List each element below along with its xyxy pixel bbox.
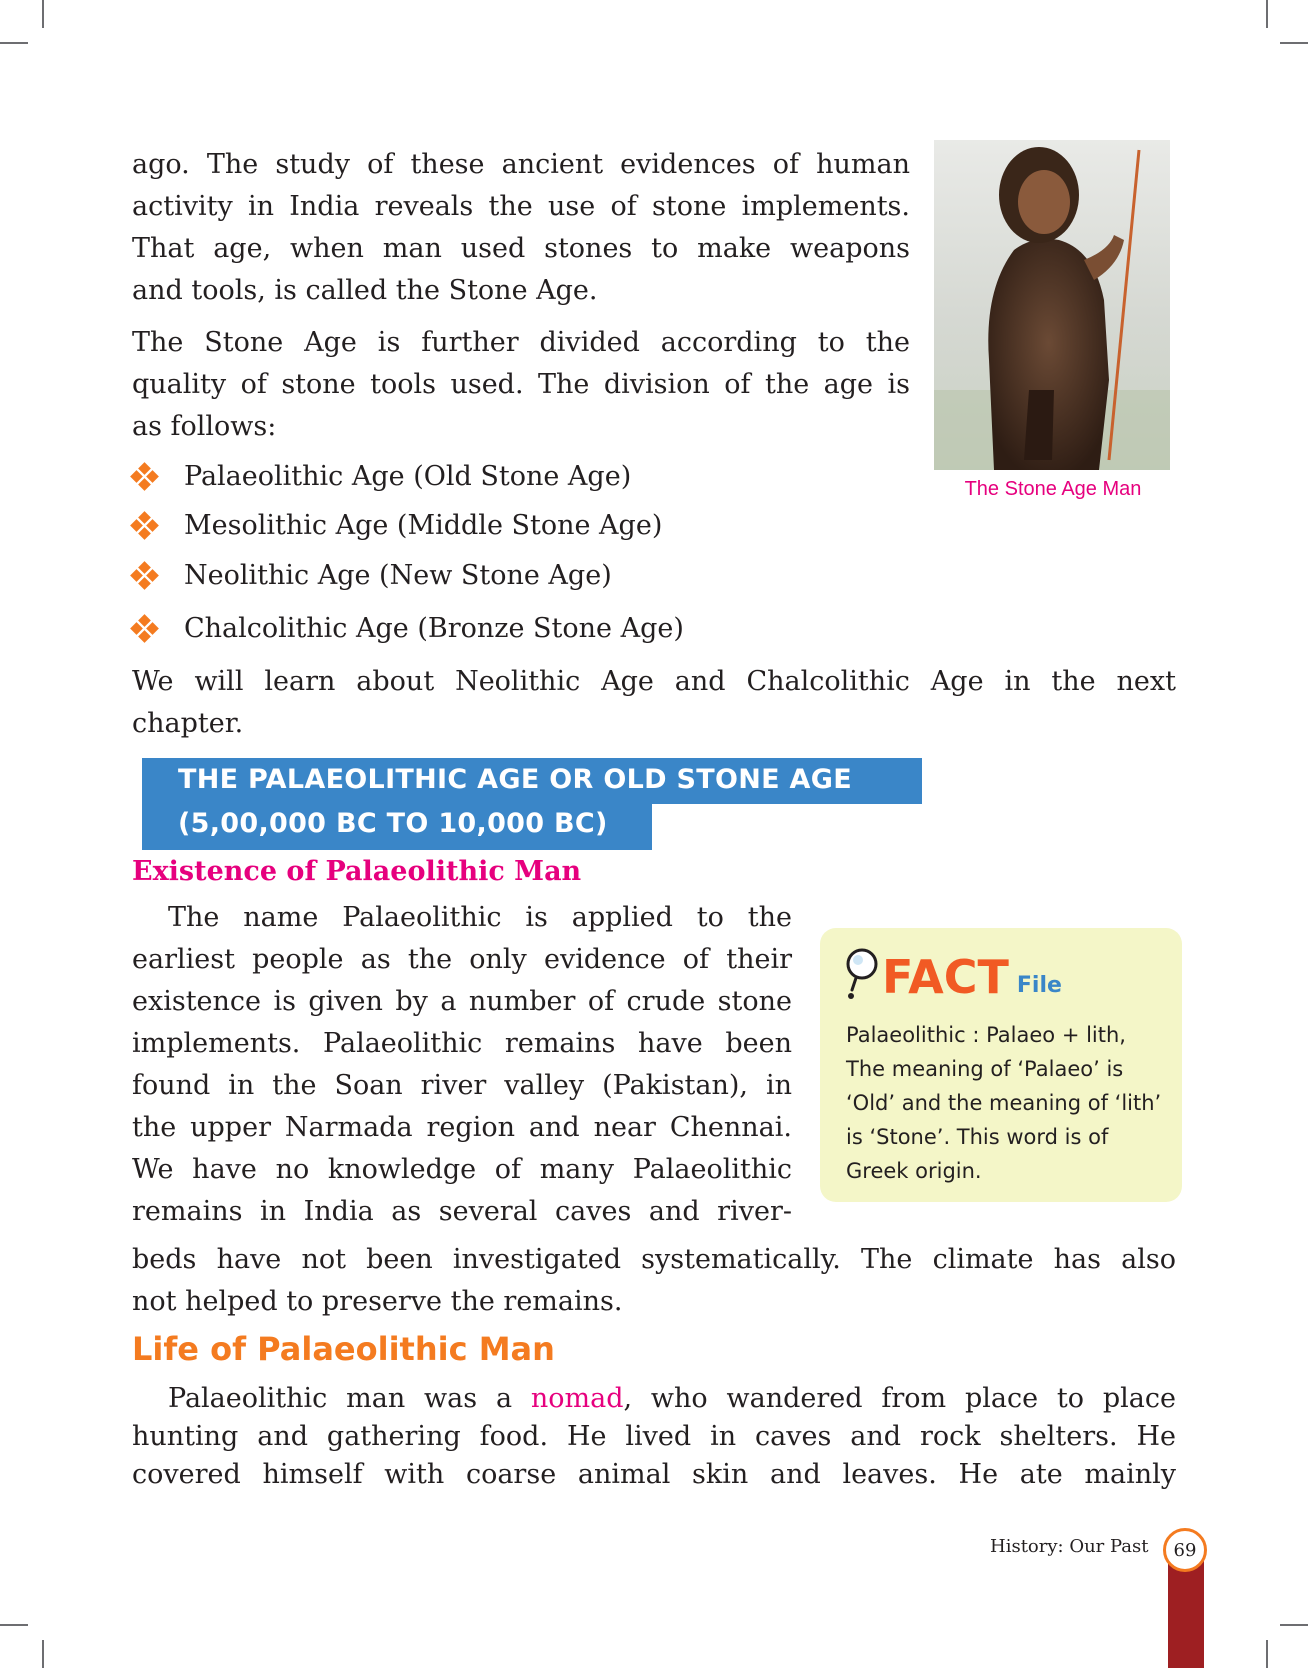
text-line: the upper Narmada region and near Chennai. xyxy=(132,1112,792,1143)
text-line: covered himself with coarse animal skin and leaves. He ate mainly xyxy=(132,1459,1176,1490)
section-heading-bar xyxy=(142,758,922,804)
fact-file-box xyxy=(820,928,1182,1202)
diamond-bullet-icon xyxy=(132,464,158,490)
text-line: chapter. xyxy=(132,708,244,739)
fact-line: Palaeolithic : Palaeo + lith, xyxy=(846,1023,1126,1047)
crop-mark xyxy=(0,42,28,44)
text-line: and tools, is called the Stone Age. xyxy=(132,275,598,306)
list-item xyxy=(132,508,662,544)
fact-title-big: FACT xyxy=(882,950,1009,1004)
text-line: beds have not been investigated systematically. The climate has also xyxy=(132,1244,1176,1275)
crop-mark xyxy=(1266,0,1268,28)
text-line: not helped to preserve the remains. xyxy=(132,1286,623,1317)
list-item-text: Neolithic Age (New Stone Age) xyxy=(184,560,612,591)
text-line: ago. The study of these ancient evidences of human xyxy=(132,149,910,180)
text-line: implements. Palaeolithic remains have been xyxy=(132,1028,792,1059)
text-line: That age, when man used stones to make weapons xyxy=(132,233,910,264)
page-ribbon xyxy=(1168,1560,1204,1668)
existence-heading: Existence of Palaeolithic Man xyxy=(132,856,582,887)
photo-caption: The Stone Age Man xyxy=(964,478,1142,500)
diamond-bullet-icon xyxy=(132,513,158,539)
fact-line: is ‘Stone’. This word is of xyxy=(846,1125,1109,1149)
text-line: existence is given by a number of crude stone xyxy=(132,986,792,1017)
stone-age-man-illustration xyxy=(934,140,1170,470)
existence-paragraph xyxy=(132,897,792,1233)
fact-line: Greek origin. xyxy=(846,1159,982,1183)
page-number xyxy=(1163,1528,1207,1572)
crop-mark xyxy=(42,0,44,28)
life-paragraph xyxy=(132,1380,1176,1494)
fact-file-text xyxy=(846,1018,1166,1188)
text-line: as follows: xyxy=(132,411,277,442)
diamond-bullet-icon xyxy=(132,616,158,642)
existence-paragraph-continued xyxy=(132,1239,1176,1323)
list-item-text: Chalcolithic Age (Bronze Stone Age) xyxy=(184,613,684,644)
text-line: We have no knowledge of many Palaeolithic xyxy=(132,1154,792,1185)
text-line: We will learn about Neolithic Age and Chalcolithic Age in the next xyxy=(132,666,1176,697)
magnifier-icon xyxy=(842,946,882,1002)
text-line: found in the Soan river valley (Pakistan), in xyxy=(132,1070,792,1101)
text-line: activity in India reveals the use of stone implements. xyxy=(132,191,910,222)
fact-title-small: File xyxy=(1016,973,1062,998)
division-paragraph xyxy=(132,322,910,448)
crop-mark xyxy=(1280,1624,1308,1626)
section-heading-line1: THE PALAEOLITHIC AGE OR OLD STONE AGE xyxy=(178,764,852,795)
text-line: The name Palaeolithic is applied to the xyxy=(168,902,792,933)
crop-mark xyxy=(1266,1640,1268,1668)
stone-age-man-photo xyxy=(934,140,1170,470)
list-item-text: Mesolithic Age (Middle Stone Age) xyxy=(184,510,663,541)
life-line1-end: , who wandered from place to place xyxy=(623,1383,1176,1414)
fact-line: The meaning of ‘Palaeo’ is xyxy=(846,1057,1124,1081)
section-heading-line2: (5,00,000 BC TO 10,000 BC) xyxy=(178,808,608,839)
list-item xyxy=(132,611,684,647)
list-item-text: Palaeolithic Age (Old Stone Age) xyxy=(184,461,632,492)
life-line1-start: Palaeolithic man was a xyxy=(168,1383,531,1414)
list-item xyxy=(132,558,612,594)
text-line: remains in India as several caves and river- xyxy=(132,1196,792,1227)
next-chapter-paragraph xyxy=(132,661,1176,745)
text-line: quality of stone tools used. The division of the age is xyxy=(132,369,910,400)
text-line: The Stone Age is further divided according to the xyxy=(132,327,910,358)
fact-file-title xyxy=(842,946,1062,1002)
section-heading-bar xyxy=(142,804,652,850)
crop-mark xyxy=(42,1640,44,1668)
crop-mark xyxy=(1280,42,1308,44)
life-heading: Life of Palaeolithic Man xyxy=(132,1330,555,1368)
fact-line: ‘Old’ and the meaning of ‘lith’ xyxy=(846,1091,1162,1115)
text-line: hunting and gathering food. He lived in caves and rock shelters. He xyxy=(132,1421,1176,1452)
list-item xyxy=(132,459,631,495)
footer-book-title: History: Our Past xyxy=(990,1536,1149,1557)
intro-paragraph xyxy=(132,144,910,312)
page-number-text: 69 xyxy=(1173,1539,1197,1561)
text-line: earliest people as the only evidence of their xyxy=(132,944,792,975)
nomad-keyword: nomad xyxy=(530,1383,624,1414)
crop-mark xyxy=(0,1624,28,1626)
text-line xyxy=(132,1380,1176,1418)
diamond-bullet-icon xyxy=(132,563,158,589)
